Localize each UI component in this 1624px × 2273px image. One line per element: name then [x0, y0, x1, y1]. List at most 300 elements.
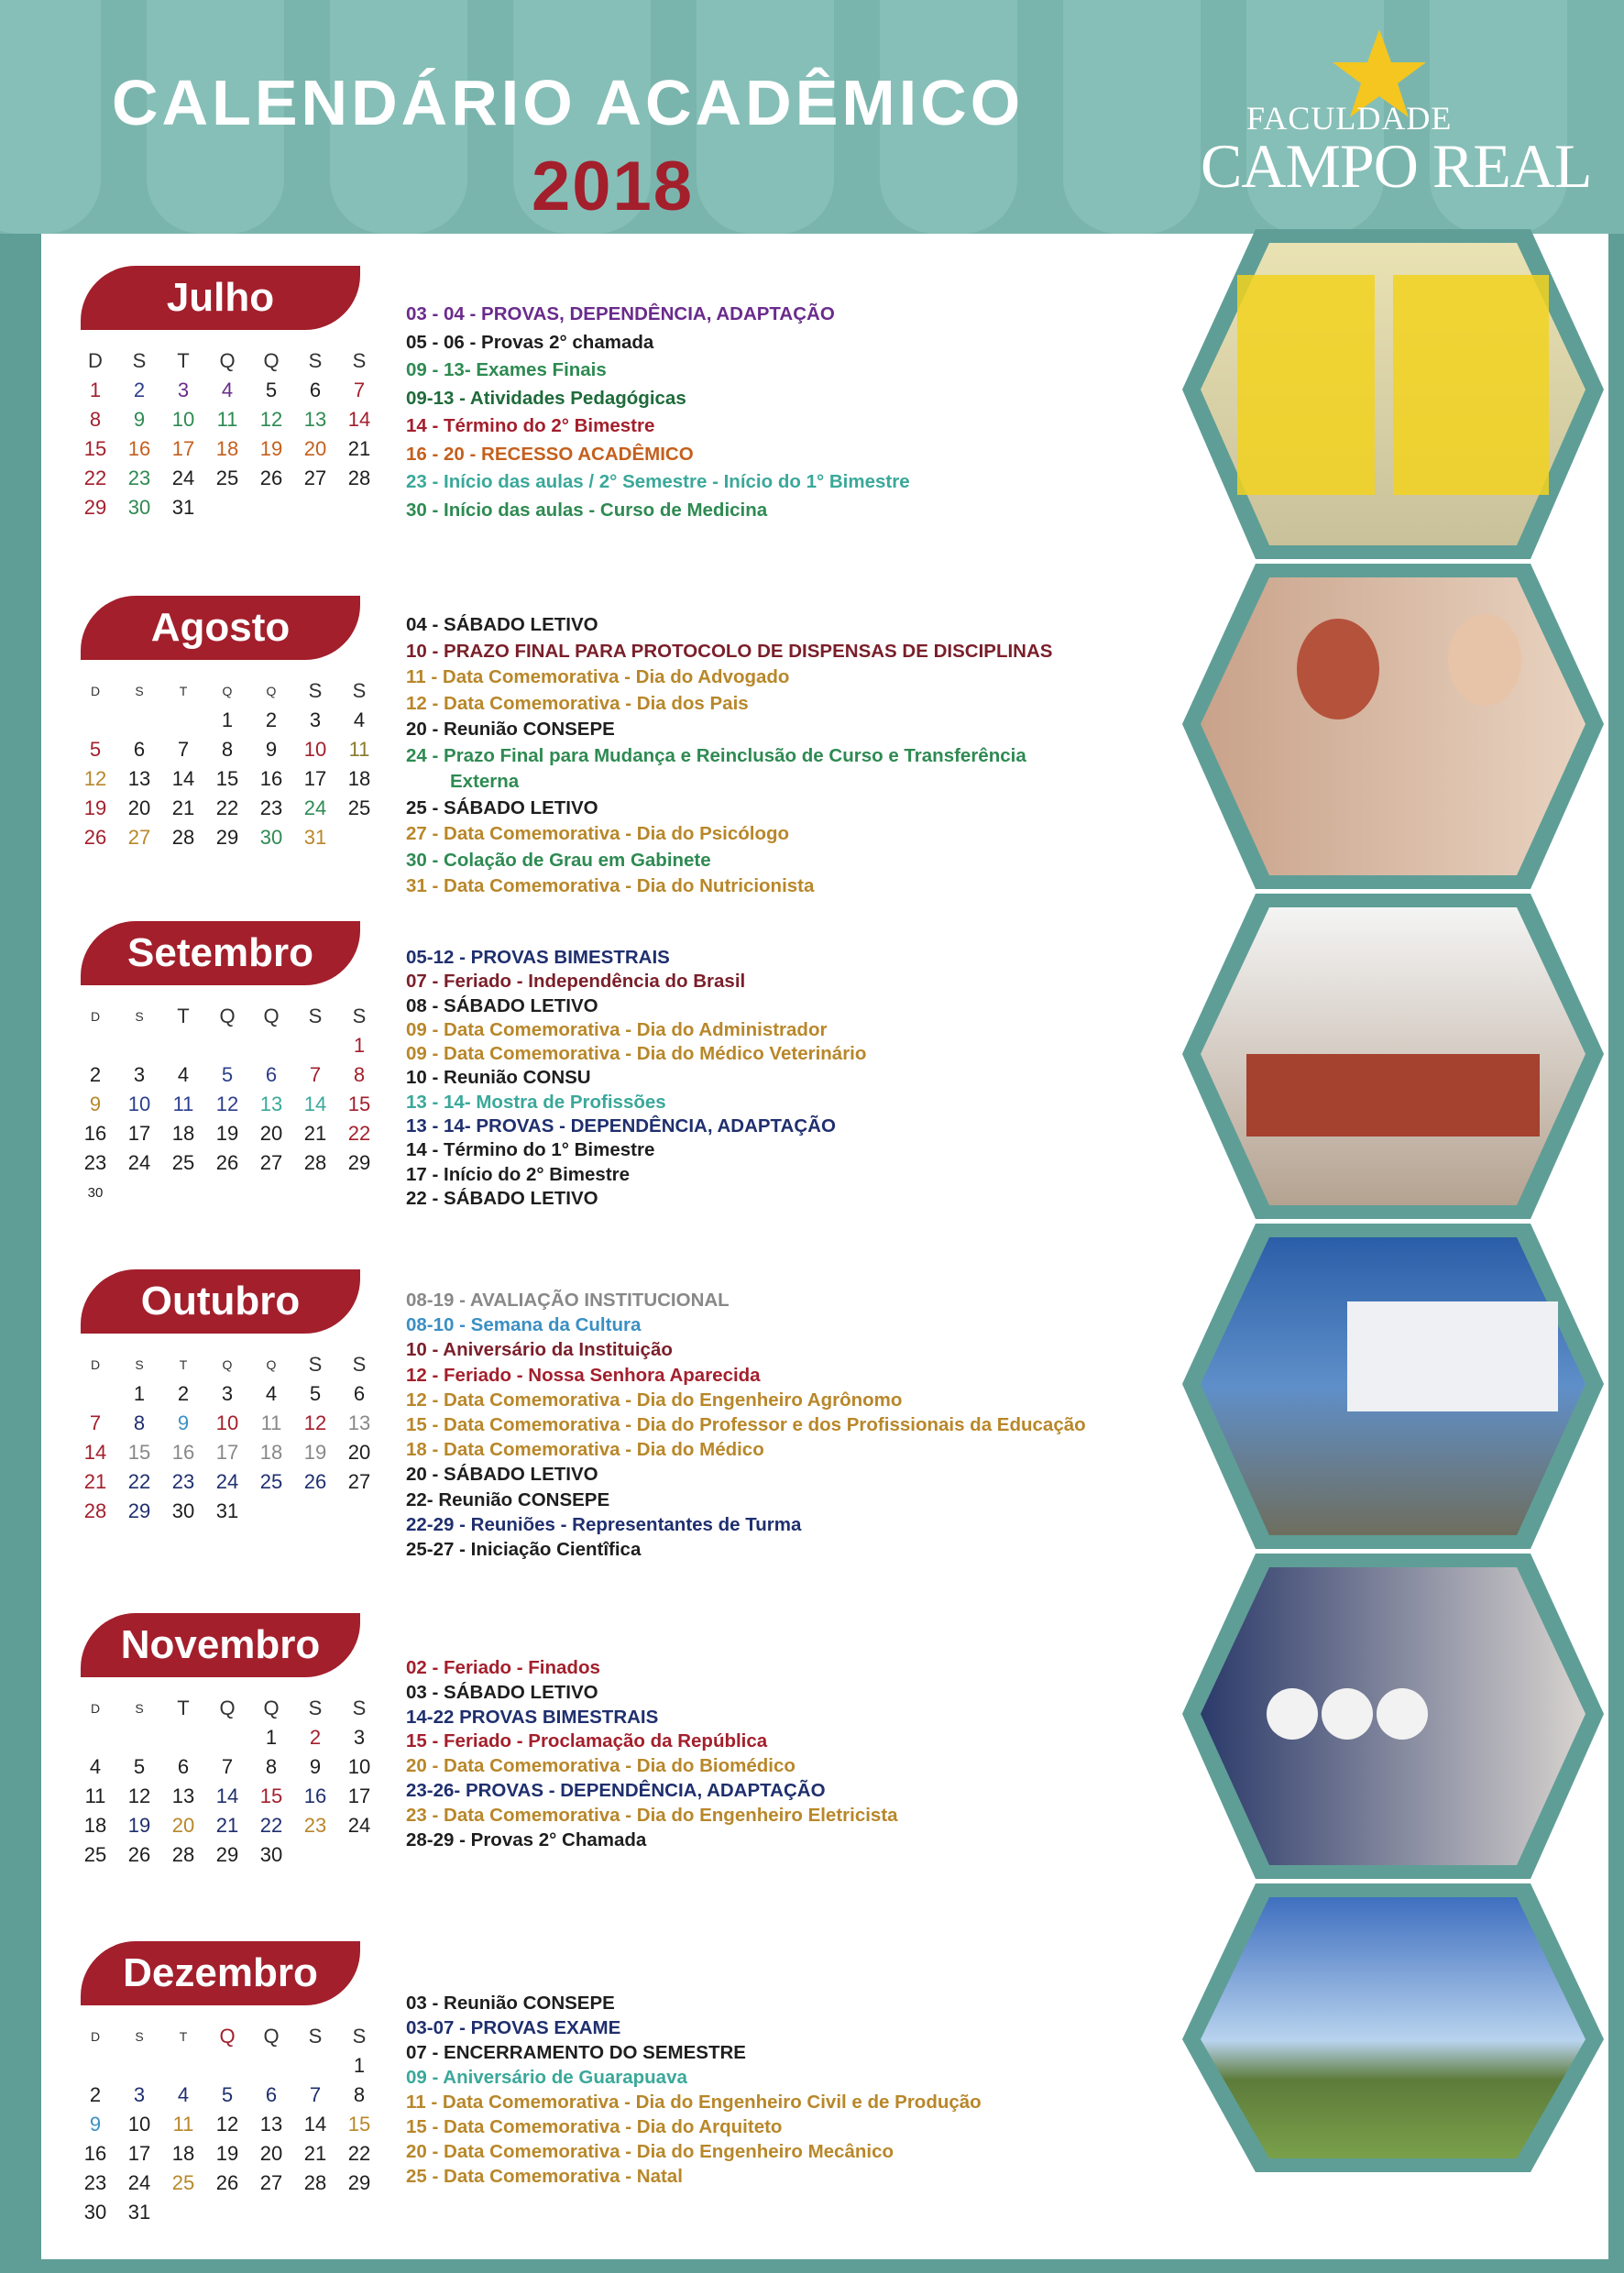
event-item: 18 - Data Comemorativa - Dia do Médico	[406, 1439, 764, 1461]
day-cell: 8	[353, 1063, 366, 1086]
month-events-list	[406, 612, 1052, 900]
day-cell: 17	[127, 1122, 151, 1145]
week-row	[73, 464, 381, 493]
event-item: 30 - Colação de Grau em Gabinete	[406, 849, 711, 871]
day-cell: 9	[133, 408, 146, 431]
event-item: 08-10 - Semana da Cultura	[406, 1314, 642, 1336]
day-cell	[161, 706, 205, 735]
day-cell: 27	[127, 826, 151, 849]
photo-anatomy	[1182, 564, 1604, 889]
day-cell: 23	[303, 1814, 327, 1837]
week-row	[73, 1119, 381, 1148]
day-cell: 30	[259, 826, 283, 849]
month-calendar-grid	[73, 676, 381, 852]
day-cell: 15	[215, 767, 239, 790]
day-cell: 19	[83, 796, 107, 819]
photo-aerial	[1182, 1224, 1604, 1549]
day-cell: 13	[127, 767, 151, 790]
day-cell: 16	[171, 1441, 195, 1464]
day-cell: 22	[259, 1814, 283, 1837]
day-cell	[205, 1031, 249, 1060]
month-name: Agosto	[150, 605, 291, 650]
day-cell: 30	[127, 496, 151, 519]
photo-building	[1182, 894, 1604, 1219]
day-cell: 5	[265, 379, 278, 401]
day-cell: 22	[347, 1122, 371, 1145]
day-cell: 28	[83, 1499, 107, 1522]
weekday-label: D	[90, 1357, 101, 1372]
day-cell: 25	[259, 1470, 283, 1493]
day-cell: 12	[83, 767, 107, 790]
event-item: 10 - PRAZO FINAL PARA PROTOCOLO DE DISPENSAS DE DISCIPLINAS	[406, 640, 1053, 662]
day-cell	[249, 493, 293, 522]
month-calendar-grid	[73, 1350, 381, 1526]
day-cell: 7	[309, 1063, 322, 1086]
day-cell: 22	[127, 1470, 151, 1493]
day-cell: 1	[353, 1034, 366, 1057]
day-cell	[117, 706, 161, 735]
month-tab	[81, 596, 360, 660]
day-cell: 26	[215, 2171, 239, 2194]
week-row	[73, 434, 381, 464]
weekday-label: S	[308, 349, 323, 372]
day-cell: 24	[127, 2171, 151, 2194]
month-name: Setembro	[127, 930, 313, 975]
day-cell	[161, 2198, 205, 2227]
day-cell: 1	[89, 379, 102, 401]
weekday-label: Q	[263, 1005, 280, 1027]
day-cell: 13	[171, 1784, 195, 1807]
event-item: 20 - Data Comemorativa - Dia do Biomédico	[406, 1755, 796, 1777]
day-cell: 2	[89, 1063, 102, 1086]
event-item: 07 - ENCERRAMENTO DO SEMESTRE	[406, 2042, 746, 2063]
weekday-label: S	[352, 679, 367, 702]
day-cell: 22	[83, 467, 107, 489]
day-cell: 20	[259, 1122, 283, 1145]
day-cell: 5	[89, 738, 102, 761]
weekday-label: T	[177, 1005, 190, 1027]
day-cell	[249, 2198, 293, 2227]
header	[0, 0, 1624, 234]
weekday-header-row	[73, 1694, 381, 1723]
week-row	[73, 1840, 381, 1870]
weekday-header-row	[73, 2022, 381, 2051]
day-cell: 14	[215, 1784, 239, 1807]
event-item: 10 - Reunião CONSU	[406, 1067, 591, 1089]
day-cell: 21	[303, 1122, 327, 1145]
event-item: 23 - Data Comemorativa - Dia do Engenheiro Eletricista	[406, 1804, 898, 1826]
day-cell	[337, 823, 381, 852]
day-cell: 1	[221, 708, 234, 731]
day-cell: 28	[303, 1151, 327, 1174]
day-cell: 11	[216, 408, 238, 431]
day-cell: 31	[303, 826, 327, 849]
day-cell: 11	[260, 1411, 282, 1434]
day-cell: 14	[303, 2113, 327, 2136]
week-row	[73, 2198, 381, 2227]
month-name: Dezembro	[123, 1950, 318, 1995]
day-cell: 29	[215, 1843, 239, 1866]
event-item: 23-26- PROVAS - DEPENDÊNCIA, ADAPTAÇÃO	[406, 1779, 826, 1801]
day-cell: 27	[259, 1151, 283, 1174]
day-cell: 9	[177, 1411, 190, 1434]
week-row	[73, 2051, 381, 2081]
day-cell: 2	[265, 708, 278, 731]
day-cell: 19	[303, 1441, 327, 1464]
day-cell: 15	[347, 1093, 371, 1115]
weekday-label: T	[177, 1697, 190, 1719]
weekday-label: S	[132, 349, 147, 372]
day-cell	[249, 1497, 293, 1526]
event-item: 22- Reunião CONSEPE	[406, 1488, 610, 1510]
week-row	[73, 493, 381, 522]
day-cell: 14	[171, 767, 195, 790]
weekday-label: T	[179, 684, 188, 698]
weekday-label: S	[352, 1697, 367, 1719]
day-cell: 2	[177, 1382, 190, 1405]
day-cell: 24	[127, 1151, 151, 1174]
month-calendar-grid	[73, 2022, 381, 2227]
day-cell	[73, 1379, 117, 1409]
month-name: Novembro	[120, 1622, 321, 1667]
day-cell: 30	[171, 1499, 195, 1522]
event-item: 05 - 06 - Provas 2° chamada	[406, 331, 654, 353]
weekday-label: S	[352, 1353, 367, 1376]
weekday-label: S	[135, 1009, 144, 1024]
day-cell: 6	[265, 1063, 278, 1086]
day-cell: 6	[265, 2083, 278, 2106]
day-cell: 26	[127, 1843, 151, 1866]
day-cell: 11	[172, 2113, 194, 2136]
day-cell: 23	[83, 1151, 107, 1174]
day-cell	[249, 2051, 293, 2081]
day-cell: 21	[303, 2142, 327, 2165]
day-cell: 9	[265, 738, 278, 761]
day-cell: 11	[348, 738, 370, 761]
day-cell: 3	[133, 1063, 146, 1086]
day-cell: 29	[127, 1499, 151, 1522]
weekday-label: D	[90, 2029, 101, 2044]
day-cell: 9	[89, 1093, 102, 1115]
day-cell: 16	[127, 437, 151, 460]
day-cell: 1	[353, 2054, 366, 2077]
day-cell: 4	[177, 2083, 190, 2106]
day-cell: 13	[259, 2113, 283, 2136]
week-row	[73, 2139, 381, 2169]
event-item: 25 - Data Comemorativa - Natal	[406, 2166, 683, 2187]
day-cell: 3	[133, 2083, 146, 2106]
day-cell: 28	[171, 826, 195, 849]
event-item: 15 - Feriado - Proclamação da República	[406, 1730, 768, 1752]
day-cell: 13	[303, 408, 327, 431]
weekday-label: T	[179, 2029, 188, 2044]
month-events-list	[406, 301, 910, 524]
weekday-label: S	[352, 2025, 367, 2048]
day-cell: 8	[265, 1755, 278, 1778]
day-cell: 11	[84, 1784, 106, 1807]
day-cell: 8	[133, 1411, 146, 1434]
day-cell: 7	[221, 1755, 234, 1778]
weekday-label: Q	[219, 2025, 236, 2048]
event-item: 02 - Feriado - Finados	[406, 1657, 600, 1678]
week-row	[73, 1752, 381, 1782]
week-row	[73, 1811, 381, 1840]
logo-top-text: FACULDADE	[1246, 100, 1453, 137]
day-cell: 6	[309, 379, 322, 401]
day-cell: 29	[347, 2171, 371, 2194]
day-cell: 17	[347, 1784, 371, 1807]
day-cell	[117, 1031, 161, 1060]
month-tab	[81, 1613, 360, 1677]
event-item: 09 - 13- Exames Finais	[406, 359, 607, 380]
photo-lab	[1182, 1554, 1604, 1879]
day-cell: 2	[89, 2083, 102, 2106]
day-cell: 24	[303, 796, 327, 819]
day-cell: 23	[127, 467, 151, 489]
day-cell	[117, 1723, 161, 1752]
weekday-label: S	[352, 349, 367, 372]
event-item: 20 - Data Comemorativa - Dia do Engenheiro Mecânico	[406, 2141, 894, 2162]
day-cell: 12	[215, 2113, 239, 2136]
day-cell: 5	[221, 1063, 234, 1086]
day-cell: 17	[215, 1441, 239, 1464]
day-cell	[73, 1723, 117, 1752]
event-item: 07 - Feriado - Independência do Brasil	[406, 971, 746, 993]
event-item: 20 - Reunião CONSEPE	[406, 719, 615, 740]
event-item: 20 - SÁBADO LETIVO	[406, 1464, 598, 1486]
day-cell: 7	[177, 738, 190, 761]
weekday-label: Q	[263, 349, 280, 372]
event-item: 24 - Prazo Final para Mudança e Reinclusão de Curso e Transferência	[406, 744, 1026, 766]
month-events-list	[406, 1288, 1086, 1562]
event-item: 14 - Término do 2° Bimestre	[406, 415, 655, 436]
day-cell: 20	[259, 2142, 283, 2165]
logo-main-text: CAMPO REAL	[1201, 131, 1592, 201]
day-cell: 5	[309, 1382, 322, 1405]
event-item: 03 - SÁBADO LETIVO	[406, 1681, 598, 1703]
day-cell: 6	[133, 738, 146, 761]
day-cell	[117, 2051, 161, 2081]
event-item: 08-19 - AVALIAÇÃO INSTITUCIONAL	[406, 1290, 730, 1311]
day-cell	[161, 2051, 205, 2081]
day-cell: 14	[347, 408, 371, 431]
day-cell: 18	[259, 1441, 283, 1464]
event-item: 10 - Aniversário da Instituição	[406, 1339, 673, 1361]
day-cell: 7	[89, 1411, 102, 1434]
day-cell: 14	[303, 1093, 327, 1115]
day-cell: 16	[83, 2142, 107, 2165]
day-cell: 29	[215, 826, 239, 849]
day-cell	[161, 1723, 205, 1752]
day-cell: 10	[303, 738, 327, 761]
event-item: 12 - Data Comemorativa - Dia do Engenheiro Agrônomo	[406, 1389, 903, 1411]
day-cell	[205, 1723, 249, 1752]
day-cell: 1	[133, 1382, 146, 1405]
event-item: 30 - Início das aulas - Curso de Medicina	[406, 499, 768, 521]
event-item: 03-07 - PROVAS EXAME	[406, 2017, 621, 2038]
day-cell: 8	[353, 2083, 366, 2106]
weekday-header-row	[73, 1350, 381, 1379]
day-cell	[249, 1178, 293, 1207]
month-name: Outubro	[140, 1279, 301, 1323]
week-row	[73, 376, 381, 405]
weekday-label: D	[88, 349, 103, 372]
day-cell: 21	[215, 1814, 239, 1837]
month-calendar-grid	[73, 1002, 381, 1207]
event-item: 22-29 - Reuniões - Representantes de Turma	[406, 1513, 802, 1535]
day-cell: 19	[259, 437, 283, 460]
day-cell: 25	[171, 2171, 195, 2194]
day-cell: 25	[215, 467, 239, 489]
event-item: 31 - Data Comemorativa - Dia do Nutricionista	[406, 875, 815, 896]
day-cell: 16	[303, 1784, 327, 1807]
day-cell: 5	[221, 2083, 234, 2106]
page-year: 2018	[532, 148, 695, 225]
event-item: 09-13 - Atividades Pedagógicas	[406, 387, 686, 409]
day-cell	[293, 1840, 337, 1870]
day-cell: 25	[171, 1151, 195, 1174]
day-cell	[73, 706, 117, 735]
day-cell: 10	[215, 1411, 239, 1434]
day-cell: 4	[265, 1382, 278, 1405]
week-row	[73, 1467, 381, 1497]
day-cell: 27	[259, 2171, 283, 2194]
day-cell: 28	[303, 2171, 327, 2194]
event-item: Externa	[450, 771, 520, 792]
day-cell: 8	[221, 738, 234, 761]
day-cell: 15	[347, 2113, 371, 2136]
week-row	[73, 1723, 381, 1752]
day-cell: 21	[347, 437, 371, 460]
day-cell: 20	[127, 796, 151, 819]
week-row	[73, 405, 381, 434]
weekday-label: D	[90, 684, 101, 698]
event-item: 22 - SÁBADO LETIVO	[406, 1187, 598, 1209]
day-cell: 17	[303, 767, 327, 790]
weekday-label: S	[135, 1357, 144, 1372]
month-events-list	[406, 946, 866, 1211]
day-cell: 10	[171, 408, 195, 431]
day-cell: 17	[127, 2142, 151, 2165]
day-cell: 30	[87, 1184, 104, 1201]
event-item: 13 - 14- Mostra de Profissões	[406, 1091, 666, 1113]
day-cell	[205, 2198, 249, 2227]
week-row	[73, 794, 381, 823]
day-cell: 18	[171, 1122, 195, 1145]
weekday-header-row	[73, 1002, 381, 1031]
week-row	[73, 823, 381, 852]
week-row	[73, 1379, 381, 1409]
day-cell: 6	[353, 1382, 366, 1405]
week-row	[73, 1438, 381, 1467]
photo-column	[1182, 229, 1604, 2172]
week-row	[73, 2081, 381, 2110]
weekday-label: Q	[222, 1357, 233, 1372]
day-cell: 27	[303, 467, 327, 489]
month-calendar-grid	[73, 346, 381, 522]
day-cell: 12	[303, 1411, 327, 1434]
week-row	[73, 735, 381, 764]
day-cell: 30	[259, 1843, 283, 1866]
day-cell: 3	[221, 1382, 234, 1405]
day-cell: 23	[83, 2171, 107, 2194]
day-cell: 31	[127, 2201, 151, 2224]
day-cell: 9	[309, 1755, 322, 1778]
day-cell: 19	[215, 2142, 239, 2165]
month-tab	[81, 1269, 360, 1334]
day-cell	[205, 493, 249, 522]
weekday-label: S	[135, 2029, 144, 2044]
day-cell: 4	[221, 379, 234, 401]
week-row	[73, 706, 381, 735]
day-cell: 15	[83, 437, 107, 460]
day-cell: 26	[303, 1470, 327, 1493]
event-item: 17 - Início do 2° Bimestre	[406, 1163, 631, 1185]
day-cell: 23	[259, 796, 283, 819]
month-tab	[81, 1941, 360, 2005]
event-item: 11 - Data Comemorativa - Dia do Engenheiro Civil e de Produção	[406, 2092, 982, 2113]
event-item: 15 - Data Comemorativa - Dia do Professor e dos Profissionais da Educação	[406, 1414, 1086, 1436]
day-cell: 4	[89, 1755, 102, 1778]
weekday-label: S	[308, 2025, 323, 2048]
week-row	[73, 1178, 381, 1207]
day-cell: 18	[215, 437, 239, 460]
day-cell	[293, 493, 337, 522]
weekday-header-row	[73, 676, 381, 706]
weekday-label: T	[179, 1357, 188, 1372]
day-cell: 3	[177, 379, 190, 401]
day-cell: 16	[83, 1122, 107, 1145]
day-cell: 2	[309, 1726, 322, 1749]
weekday-label: Q	[263, 1697, 280, 1719]
weekday-label: S	[308, 679, 323, 702]
day-cell	[293, 1497, 337, 1526]
day-cell: 2	[133, 379, 146, 401]
event-item: 09 - Aniversário de Guarapuava	[406, 2067, 687, 2088]
weekday-label: Q	[222, 684, 233, 698]
event-item: 12 - Data Comemorativa - Dia dos Pais	[406, 692, 749, 714]
event-item: 14 - Término do 1° Bimestre	[406, 1139, 655, 1161]
day-cell: 4	[353, 708, 366, 731]
day-cell: 18	[347, 767, 371, 790]
month-calendar-grid	[73, 1694, 381, 1870]
day-cell: 11	[172, 1093, 194, 1115]
day-cell: 13	[347, 1411, 371, 1434]
event-item: 23 - Início das aulas / 2° Semestre - Início do 1° Bimestre	[406, 471, 910, 492]
photo-entrance	[1182, 1883, 1604, 2172]
day-cell: 31	[215, 1499, 239, 1522]
weekday-label: Q	[266, 1357, 277, 1372]
event-item: 25 - SÁBADO LETIVO	[406, 796, 598, 818]
weekday-label: T	[177, 349, 190, 372]
weekday-label: S	[308, 1697, 323, 1719]
day-cell	[73, 2051, 117, 2081]
week-row	[73, 1782, 381, 1811]
day-cell: 30	[83, 2201, 107, 2224]
week-row	[73, 1497, 381, 1526]
day-cell: 19	[215, 1122, 239, 1145]
day-cell: 15	[259, 1784, 283, 1807]
event-item: 12 - Feriado - Nossa Senhora Aparecida	[406, 1364, 761, 1386]
day-cell: 12	[215, 1093, 239, 1115]
event-item: 09 - Data Comemorativa - Dia do Médico Veterinário	[406, 1043, 867, 1065]
day-cell: 22	[347, 2142, 371, 2165]
month-tab	[81, 266, 360, 330]
day-cell	[161, 1178, 205, 1207]
day-cell	[293, 2198, 337, 2227]
day-cell: 8	[89, 408, 102, 431]
day-cell	[205, 1178, 249, 1207]
